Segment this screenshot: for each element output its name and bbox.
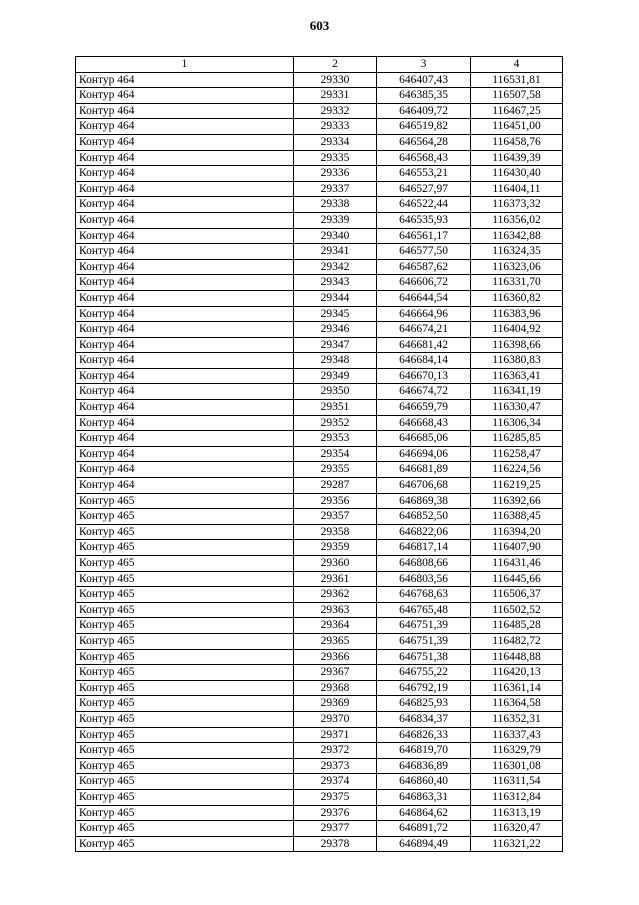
column-header-1: 1 (76, 57, 294, 73)
point-number-cell: 29336 (294, 166, 377, 182)
contour-name-cell: Контур 464 (76, 119, 294, 135)
point-number-cell: 29349 (294, 368, 377, 384)
column-header-3: 3 (377, 57, 471, 73)
table-row (76, 181, 563, 197)
point-number-cell: 29352 (294, 415, 377, 431)
point-number-cell: 29360 (294, 556, 377, 572)
point-number-cell: 29342 (294, 259, 377, 275)
y-coordinate-cell: 116398,66 (471, 337, 563, 353)
contour-name-cell: Контур 465 (76, 633, 294, 649)
table-row (76, 711, 563, 727)
y-coordinate-cell: 116404,92 (471, 322, 563, 338)
y-coordinate-cell: 116258,47 (471, 446, 563, 462)
table-row (76, 306, 563, 322)
table-row (76, 727, 563, 743)
contour-name-cell: Контур 465 (76, 524, 294, 540)
contour-name-cell: Контур 465 (76, 711, 294, 727)
contour-name-cell: Контур 464 (76, 400, 294, 416)
y-coordinate-cell: 116285,85 (471, 431, 563, 447)
y-coordinate-cell: 116420,13 (471, 665, 563, 681)
table-row (76, 384, 563, 400)
x-coordinate-cell: 646668,43 (377, 415, 471, 431)
x-coordinate-cell: 646659,79 (377, 400, 471, 416)
y-coordinate-cell: 116485,28 (471, 618, 563, 634)
y-coordinate-cell: 116342,88 (471, 228, 563, 244)
y-coordinate-cell: 116439,39 (471, 150, 563, 166)
x-coordinate-cell: 646409,72 (377, 103, 471, 119)
contour-name-cell: Контур 464 (76, 72, 294, 88)
table-row (76, 400, 563, 416)
contour-name-cell: Контур 464 (76, 259, 294, 275)
contour-name-cell: Контур 464 (76, 212, 294, 228)
y-coordinate-cell: 116360,82 (471, 290, 563, 306)
y-coordinate-cell: 116458,76 (471, 134, 563, 150)
x-coordinate-cell: 646670,13 (377, 368, 471, 384)
table-row (76, 134, 563, 150)
table-row (76, 290, 563, 306)
point-number-cell: 29372 (294, 743, 377, 759)
x-coordinate-cell: 646869,38 (377, 493, 471, 509)
point-number-cell: 29356 (294, 493, 377, 509)
y-coordinate-cell: 116380,83 (471, 353, 563, 369)
point-number-cell: 29331 (294, 88, 377, 104)
x-coordinate-cell: 646674,21 (377, 322, 471, 338)
table-row (76, 228, 563, 244)
contour-name-cell: Контур 464 (76, 446, 294, 462)
contour-name-cell: Контур 464 (76, 244, 294, 260)
table-row (76, 478, 563, 494)
contour-name-cell: Контур 465 (76, 805, 294, 821)
contour-name-cell: Контур 465 (76, 696, 294, 712)
point-number-cell: 29334 (294, 134, 377, 150)
table-row (76, 493, 563, 509)
x-coordinate-cell: 646535,93 (377, 212, 471, 228)
contour-name-cell: Контур 464 (76, 353, 294, 369)
point-number-cell: 29378 (294, 836, 377, 852)
contour-name-cell: Контур 464 (76, 181, 294, 197)
x-coordinate-cell: 646792,19 (377, 680, 471, 696)
point-number-cell: 29335 (294, 150, 377, 166)
y-coordinate-cell: 116313,19 (471, 805, 563, 821)
table-row (76, 743, 563, 759)
table-row (76, 353, 563, 369)
y-coordinate-cell: 116502,52 (471, 602, 563, 618)
y-coordinate-cell: 116506,37 (471, 587, 563, 603)
x-coordinate-cell: 646587,62 (377, 259, 471, 275)
contour-name-cell: Контур 464 (76, 150, 294, 166)
table-row (76, 197, 563, 213)
contour-name-cell: Контур 465 (76, 680, 294, 696)
x-coordinate-cell: 646836,89 (377, 758, 471, 774)
table-row (76, 150, 563, 166)
x-coordinate-cell: 646522,44 (377, 197, 471, 213)
point-number-cell: 29346 (294, 322, 377, 338)
table-row (76, 166, 563, 182)
table-row (76, 556, 563, 572)
contour-name-cell: Контур 464 (76, 337, 294, 353)
y-coordinate-cell: 116394,20 (471, 524, 563, 540)
point-number-cell: 29343 (294, 275, 377, 291)
point-number-cell: 29369 (294, 696, 377, 712)
contour-name-cell: Контур 464 (76, 431, 294, 447)
contour-name-cell: Контур 465 (76, 836, 294, 852)
contour-name-cell: Контур 465 (76, 509, 294, 525)
table-row (76, 88, 563, 104)
contour-name-cell: Контур 464 (76, 478, 294, 494)
y-coordinate-cell: 116507,58 (471, 88, 563, 104)
x-coordinate-cell: 646681,89 (377, 462, 471, 478)
x-coordinate-cell: 646803,56 (377, 571, 471, 587)
contour-name-cell: Контур 465 (76, 665, 294, 681)
point-number-cell: 29370 (294, 711, 377, 727)
table-row (76, 337, 563, 353)
contour-name-cell: Контур 464 (76, 306, 294, 322)
table-row (76, 446, 563, 462)
y-coordinate-cell: 116388,45 (471, 509, 563, 525)
y-coordinate-cell: 116330,47 (471, 400, 563, 416)
contour-name-cell: Контур 464 (76, 88, 294, 104)
point-number-cell: 29339 (294, 212, 377, 228)
table-row (76, 509, 563, 525)
contour-name-cell: Контур 464 (76, 462, 294, 478)
x-coordinate-cell: 646684,14 (377, 353, 471, 369)
table-row (76, 259, 563, 275)
contour-name-cell: Контур 465 (76, 587, 294, 603)
contour-name-cell: Контур 465 (76, 556, 294, 572)
point-number-cell: 29359 (294, 540, 377, 556)
y-coordinate-cell: 116320,47 (471, 821, 563, 837)
coordinates-table (75, 56, 563, 852)
point-number-cell: 29345 (294, 306, 377, 322)
y-coordinate-cell: 116356,02 (471, 212, 563, 228)
x-coordinate-cell: 646407,43 (377, 72, 471, 88)
contour-name-cell: Контур 465 (76, 618, 294, 634)
x-coordinate-cell: 646808,66 (377, 556, 471, 572)
point-number-cell: 29374 (294, 774, 377, 790)
y-coordinate-cell: 116364,58 (471, 696, 563, 712)
y-coordinate-cell: 116482,72 (471, 633, 563, 649)
contour-name-cell: Контур 464 (76, 197, 294, 213)
x-coordinate-cell: 646577,50 (377, 244, 471, 260)
y-coordinate-cell: 116219,25 (471, 478, 563, 494)
table-row (76, 119, 563, 135)
point-number-cell: 29367 (294, 665, 377, 681)
x-coordinate-cell: 646834,37 (377, 711, 471, 727)
x-coordinate-cell: 646553,21 (377, 166, 471, 182)
contour-name-cell: Контур 464 (76, 384, 294, 400)
y-coordinate-cell: 116363,41 (471, 368, 563, 384)
x-coordinate-cell: 646706,68 (377, 478, 471, 494)
table-row (76, 618, 563, 634)
y-coordinate-cell: 116451,00 (471, 119, 563, 135)
x-coordinate-cell: 646644,54 (377, 290, 471, 306)
point-number-cell: 29347 (294, 337, 377, 353)
table-row (76, 821, 563, 837)
point-number-cell: 29337 (294, 181, 377, 197)
point-number-cell: 29371 (294, 727, 377, 743)
point-number-cell: 29348 (294, 353, 377, 369)
x-coordinate-cell: 646852,50 (377, 509, 471, 525)
x-coordinate-cell: 646894,49 (377, 836, 471, 852)
x-coordinate-cell: 646685,06 (377, 431, 471, 447)
table-row (76, 836, 563, 852)
page-number: 603 (309, 18, 330, 33)
y-coordinate-cell: 116445,66 (471, 571, 563, 587)
y-coordinate-cell: 116361,14 (471, 680, 563, 696)
point-number-cell: 29287 (294, 478, 377, 494)
point-number-cell: 29333 (294, 119, 377, 135)
point-number-cell: 29332 (294, 103, 377, 119)
y-coordinate-cell: 116392,66 (471, 493, 563, 509)
y-coordinate-cell: 116311,54 (471, 774, 563, 790)
x-coordinate-cell: 646385,35 (377, 88, 471, 104)
contour-name-cell: Контур 465 (76, 727, 294, 743)
point-number-cell: 29363 (294, 602, 377, 618)
table-row (76, 602, 563, 618)
x-coordinate-cell: 646822,06 (377, 524, 471, 540)
y-coordinate-cell: 116531,81 (471, 72, 563, 88)
table-row (76, 72, 563, 88)
point-number-cell: 29350 (294, 384, 377, 400)
table-body (76, 72, 563, 852)
y-coordinate-cell: 116383,96 (471, 306, 563, 322)
contour-name-cell: Контур 465 (76, 774, 294, 790)
table-row (76, 524, 563, 540)
x-coordinate-cell: 646606,72 (377, 275, 471, 291)
contour-name-cell: Контур 464 (76, 290, 294, 306)
y-coordinate-cell: 116431,46 (471, 556, 563, 572)
contour-name-cell: Контур 465 (76, 571, 294, 587)
point-number-cell: 29357 (294, 509, 377, 525)
x-coordinate-cell: 646751,38 (377, 649, 471, 665)
x-coordinate-cell: 646860,40 (377, 774, 471, 790)
x-coordinate-cell: 646819,70 (377, 743, 471, 759)
table-row (76, 244, 563, 260)
y-coordinate-cell: 116329,79 (471, 743, 563, 759)
y-coordinate-cell: 116224,56 (471, 462, 563, 478)
contour-name-cell: Контур 464 (76, 322, 294, 338)
point-number-cell: 29340 (294, 228, 377, 244)
point-number-cell: 29377 (294, 821, 377, 837)
table-row (76, 571, 563, 587)
contour-name-cell: Контур 464 (76, 166, 294, 182)
table-row (76, 103, 563, 119)
table-row (76, 696, 563, 712)
x-coordinate-cell: 646694,06 (377, 446, 471, 462)
y-coordinate-cell: 116430,40 (471, 166, 563, 182)
contour-name-cell: Контур 465 (76, 789, 294, 805)
point-number-cell: 29365 (294, 633, 377, 649)
table-row (76, 212, 563, 228)
contour-name-cell: Контур 464 (76, 134, 294, 150)
contour-name-cell: Контур 464 (76, 368, 294, 384)
contour-name-cell: Контур 464 (76, 103, 294, 119)
table-row (76, 275, 563, 291)
table-row (76, 431, 563, 447)
table-row (76, 415, 563, 431)
contour-name-cell: Контур 465 (76, 758, 294, 774)
contour-name-cell: Контур 465 (76, 540, 294, 556)
y-coordinate-cell: 116341,19 (471, 384, 563, 400)
y-coordinate-cell: 116404,11 (471, 181, 563, 197)
x-coordinate-cell: 646568,43 (377, 150, 471, 166)
table-row (76, 665, 563, 681)
y-coordinate-cell: 116373,32 (471, 197, 563, 213)
column-header-4: 4 (471, 57, 563, 73)
point-number-cell: 29362 (294, 587, 377, 603)
x-coordinate-cell: 646817,14 (377, 540, 471, 556)
point-number-cell: 29364 (294, 618, 377, 634)
y-coordinate-cell: 116312,84 (471, 789, 563, 805)
y-coordinate-cell: 116448,88 (471, 649, 563, 665)
table-row (76, 680, 563, 696)
y-coordinate-cell: 116331,70 (471, 275, 563, 291)
x-coordinate-cell: 646561,17 (377, 228, 471, 244)
x-coordinate-cell: 646864,62 (377, 805, 471, 821)
x-coordinate-cell: 646527,97 (377, 181, 471, 197)
y-coordinate-cell: 116324,35 (471, 244, 563, 260)
x-coordinate-cell: 646755,22 (377, 665, 471, 681)
point-number-cell: 29351 (294, 400, 377, 416)
table-row (76, 540, 563, 556)
point-number-cell: 29376 (294, 805, 377, 821)
x-coordinate-cell: 646519,82 (377, 119, 471, 135)
x-coordinate-cell: 646674,72 (377, 384, 471, 400)
table-row (76, 368, 563, 384)
point-number-cell: 29353 (294, 431, 377, 447)
point-number-cell: 29375 (294, 789, 377, 805)
x-coordinate-cell: 646863,31 (377, 789, 471, 805)
point-number-cell: 29368 (294, 680, 377, 696)
table-header-row (76, 57, 563, 73)
x-coordinate-cell: 646826,33 (377, 727, 471, 743)
contour-name-cell: Контур 464 (76, 275, 294, 291)
point-number-cell: 29341 (294, 244, 377, 260)
contour-name-cell: Контур 464 (76, 415, 294, 431)
point-number-cell: 29338 (294, 197, 377, 213)
point-number-cell: 29354 (294, 446, 377, 462)
contour-name-cell: Контур 465 (76, 821, 294, 837)
point-number-cell: 29330 (294, 72, 377, 88)
table-row (76, 322, 563, 338)
contour-name-cell: Контур 465 (76, 743, 294, 759)
y-coordinate-cell: 116306,34 (471, 415, 563, 431)
y-coordinate-cell: 116352,31 (471, 711, 563, 727)
point-number-cell: 29373 (294, 758, 377, 774)
x-coordinate-cell: 646751,39 (377, 633, 471, 649)
y-coordinate-cell: 116407,90 (471, 540, 563, 556)
table-row (76, 649, 563, 665)
y-coordinate-cell: 116321,22 (471, 836, 563, 852)
column-header-2: 2 (294, 57, 377, 73)
y-coordinate-cell: 116323,06 (471, 259, 563, 275)
contour-name-cell: Контур 465 (76, 649, 294, 665)
x-coordinate-cell: 646768,63 (377, 587, 471, 603)
contour-name-cell: Контур 465 (76, 602, 294, 618)
table-row (76, 462, 563, 478)
contour-name-cell: Контур 465 (76, 493, 294, 509)
point-number-cell: 29344 (294, 290, 377, 306)
y-coordinate-cell: 116337,43 (471, 727, 563, 743)
point-number-cell: 29358 (294, 524, 377, 540)
table-row (76, 774, 563, 790)
y-coordinate-cell: 116467,25 (471, 103, 563, 119)
table-row (76, 789, 563, 805)
x-coordinate-cell: 646825,93 (377, 696, 471, 712)
contour-name-cell: Контур 464 (76, 228, 294, 244)
table-row (76, 587, 563, 603)
table-row (76, 633, 563, 649)
x-coordinate-cell: 646681,42 (377, 337, 471, 353)
point-number-cell: 29361 (294, 571, 377, 587)
x-coordinate-cell: 646664,96 (377, 306, 471, 322)
point-number-cell: 29355 (294, 462, 377, 478)
x-coordinate-cell: 646765,48 (377, 602, 471, 618)
table-row (76, 758, 563, 774)
y-coordinate-cell: 116301,08 (471, 758, 563, 774)
x-coordinate-cell: 646891,72 (377, 821, 471, 837)
point-number-cell: 29366 (294, 649, 377, 665)
x-coordinate-cell: 646751,39 (377, 618, 471, 634)
table-row (76, 805, 563, 821)
x-coordinate-cell: 646564,28 (377, 134, 471, 150)
